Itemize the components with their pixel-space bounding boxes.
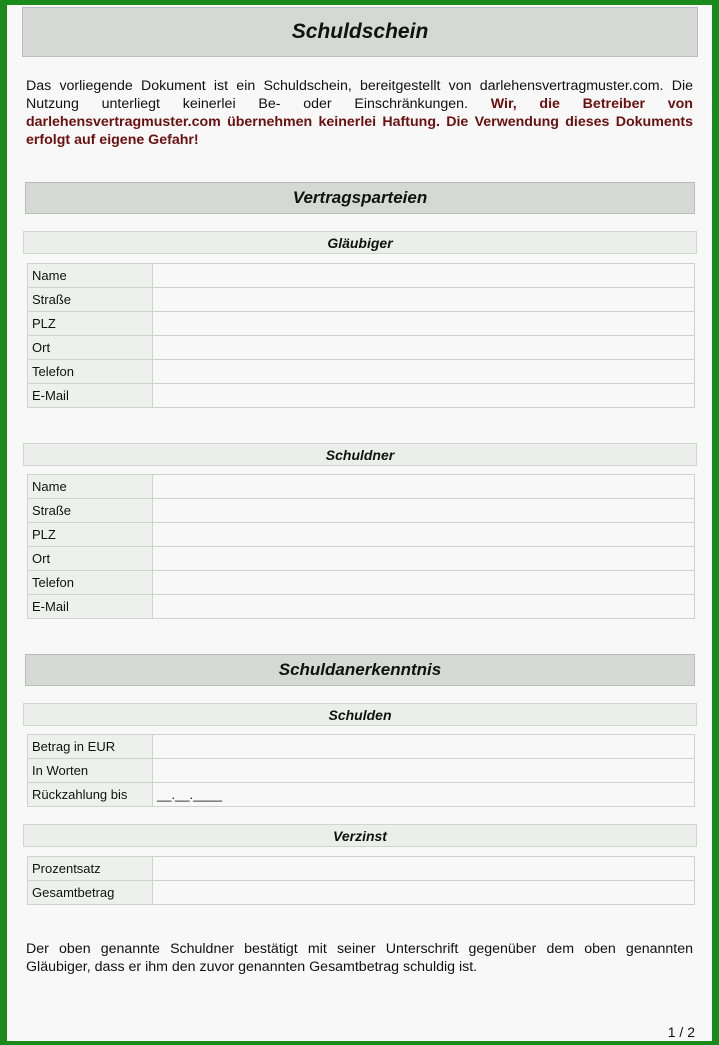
field-label: PLZ (28, 523, 153, 547)
field-label: Gesamtbetrag (28, 881, 153, 905)
subheading-interest: Verzinst (23, 824, 697, 847)
field-label: Name (28, 264, 153, 288)
section-heading-acknowledgment: Schuldanerkenntnis (25, 654, 695, 686)
document-title: Schuldschein (22, 7, 698, 57)
field-label: In Worten (28, 759, 153, 783)
field-label: PLZ (28, 312, 153, 336)
creditor-name-field[interactable] (153, 264, 695, 288)
table-row (28, 499, 695, 523)
field-label: Straße (28, 288, 153, 312)
table-row (28, 735, 695, 759)
debtor-table (27, 474, 695, 619)
table-row (28, 360, 695, 384)
field-label: Prozentsatz (28, 857, 153, 881)
debtor-email-field[interactable] (153, 595, 695, 619)
table-row (28, 595, 695, 619)
interest-table (27, 856, 695, 905)
field-label: Telefon (28, 360, 153, 384)
table-row (28, 475, 695, 499)
field-label: Betrag in EUR (28, 735, 153, 759)
subheading-debts: Schulden (23, 703, 697, 726)
table-row (28, 336, 695, 360)
debts-table (27, 734, 695, 807)
intro-text: Das vorliegende Dokument ist ein Schuldschein, bereitgestellt von darlehensvertragmuster.com. Die Nutzung unterliegt keinerlei Be- oder Einschränkungen. (26, 78, 693, 112)
liability-warning: Wir, die Betreiber von darlehensvertragmuster.com übernehmen keinerlei Haftung. Die Verwendung dieses Dokuments erfolgt auf eigene Gefahr! (26, 96, 693, 148)
table-row (28, 857, 695, 881)
field-label: E-Mail (28, 384, 153, 408)
debtor-name-field[interactable] (153, 475, 695, 499)
table-row (28, 881, 695, 905)
field-label: E-Mail (28, 595, 153, 619)
table-row (28, 759, 695, 783)
field-label: Straße (28, 499, 153, 523)
subheading-debtor: Schuldner (23, 443, 697, 466)
total-amount-field[interactable] (153, 881, 695, 905)
creditor-zip-field[interactable] (153, 312, 695, 336)
table-row (28, 384, 695, 408)
field-label: Rückzahlung bis (28, 783, 153, 807)
closing-statement: Der oben genannte Schuldner bestätigt mit seiner Unterschrift gegenüber dem oben genannten Gläubiger, dass er ihm den zuvor genannten Gesamtbetrag schuldig ist. (26, 941, 693, 975)
debtor-city-field[interactable] (153, 547, 695, 571)
document-page (7, 5, 712, 1041)
debtor-zip-field[interactable] (153, 523, 695, 547)
table-row (28, 312, 695, 336)
creditor-city-field[interactable] (153, 336, 695, 360)
repayment-date-field[interactable]: __.__.____ (153, 783, 695, 807)
field-label: Telefon (28, 571, 153, 595)
table-row (28, 264, 695, 288)
creditor-table (27, 263, 695, 408)
table-row (28, 783, 695, 807)
table-row (28, 523, 695, 547)
intro-paragraph (26, 77, 693, 149)
amount-in-words-field[interactable] (153, 759, 695, 783)
debtor-street-field[interactable] (153, 499, 695, 523)
field-label: Name (28, 475, 153, 499)
creditor-street-field[interactable] (153, 288, 695, 312)
table-row (28, 547, 695, 571)
field-label: Ort (28, 547, 153, 571)
amount-field[interactable] (153, 735, 695, 759)
interest-rate-field[interactable] (153, 857, 695, 881)
table-row (28, 288, 695, 312)
subheading-creditor: Gläubiger (23, 231, 697, 254)
page-number: 1 / 2 (667, 1024, 695, 1040)
section-heading-parties: Vertragsparteien (25, 182, 695, 214)
creditor-email-field[interactable] (153, 384, 695, 408)
table-row (28, 571, 695, 595)
field-label: Ort (28, 336, 153, 360)
debtor-phone-field[interactable] (153, 571, 695, 595)
creditor-phone-field[interactable] (153, 360, 695, 384)
